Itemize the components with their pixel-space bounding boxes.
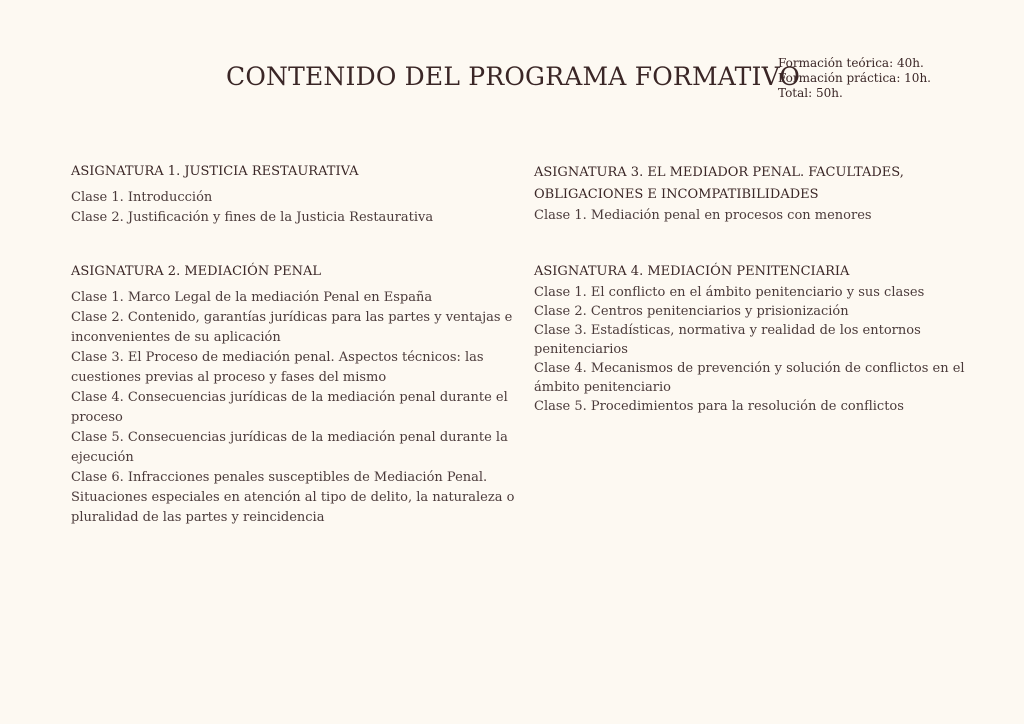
subject-3 — [534, 162, 984, 225]
hours-practice: Formación práctica: 10h. — [778, 71, 931, 85]
class-item: Clase 4. Consecuencias jurídicas de la mediación penal durante el proceso — [71, 390, 508, 425]
page-title: CONTENIDO DEL PROGRAMA FORMATIVO — [226, 62, 801, 91]
subject-4 — [534, 261, 984, 416]
hours-total: Total: 50h. — [778, 86, 843, 100]
subject-title: ASIGNATURA 1. JUSTICIA RESTAURATIVA — [71, 164, 359, 179]
subject-title: ASIGNATURA 3. EL MEDIADOR PENAL. FACULTADES, OBLIGACIONES E INCOMPATIBILIDADES — [534, 165, 904, 202]
hours-theory: Formación teórica: 40h. — [778, 56, 924, 70]
class-item: Clase 1. Mediación penal en procesos con menores — [534, 208, 872, 223]
subject-title: ASIGNATURA 4. MEDIACIÓN PENITENCIARIA — [534, 264, 850, 279]
class-item: Clase 5. Consecuencias jurídicas de la mediación penal durante la ejecución — [71, 430, 508, 465]
class-item: Clase 4. Mecanismos de prevención y solución de conflictos en el ámbito penitenciario — [534, 361, 965, 395]
class-item: Clase 2. Contenido, garantías jurídicas para las partes y ventajas e inconvenientes de su aplicación — [71, 310, 513, 345]
subject-1 — [71, 162, 521, 228]
class-item: Clase 6. Infracciones penales susceptibles de Mediación Penal. Situaciones especiales en atención al tipo de delito, la naturaleza o pluralidad de las partes y reincidencia — [71, 470, 515, 525]
right-column — [534, 162, 984, 452]
class-item: Clase 2. Centros penitenciarios y prisionización — [534, 304, 849, 319]
class-item: Clase 5. Procedimientos para la resolución de conflictos — [534, 399, 904, 414]
subject-title: ASIGNATURA 2. MEDIACIÓN PENAL — [71, 264, 321, 279]
class-item: Clase 1. Introducción — [71, 190, 213, 205]
subject-2 — [71, 262, 521, 528]
class-item: Clase 3. Estadísticas, normativa y realidad de los entornos penitenciarios — [534, 323, 921, 357]
class-item: Clase 2. Justificación y fines de la Justicia Restaurativa — [71, 210, 434, 225]
class-item: Clase 1. El conflicto en el ámbito penitenciario y sus clases — [534, 285, 925, 300]
hours-summary — [778, 56, 931, 101]
class-item: Clase 1. Marco Legal de la mediación Penal en España — [71, 290, 433, 305]
class-item: Clase 3. El Proceso de mediación penal. Aspectos técnicos: las cuestiones previas al proceso y fases del mismo — [71, 350, 484, 385]
left-column — [71, 162, 521, 562]
